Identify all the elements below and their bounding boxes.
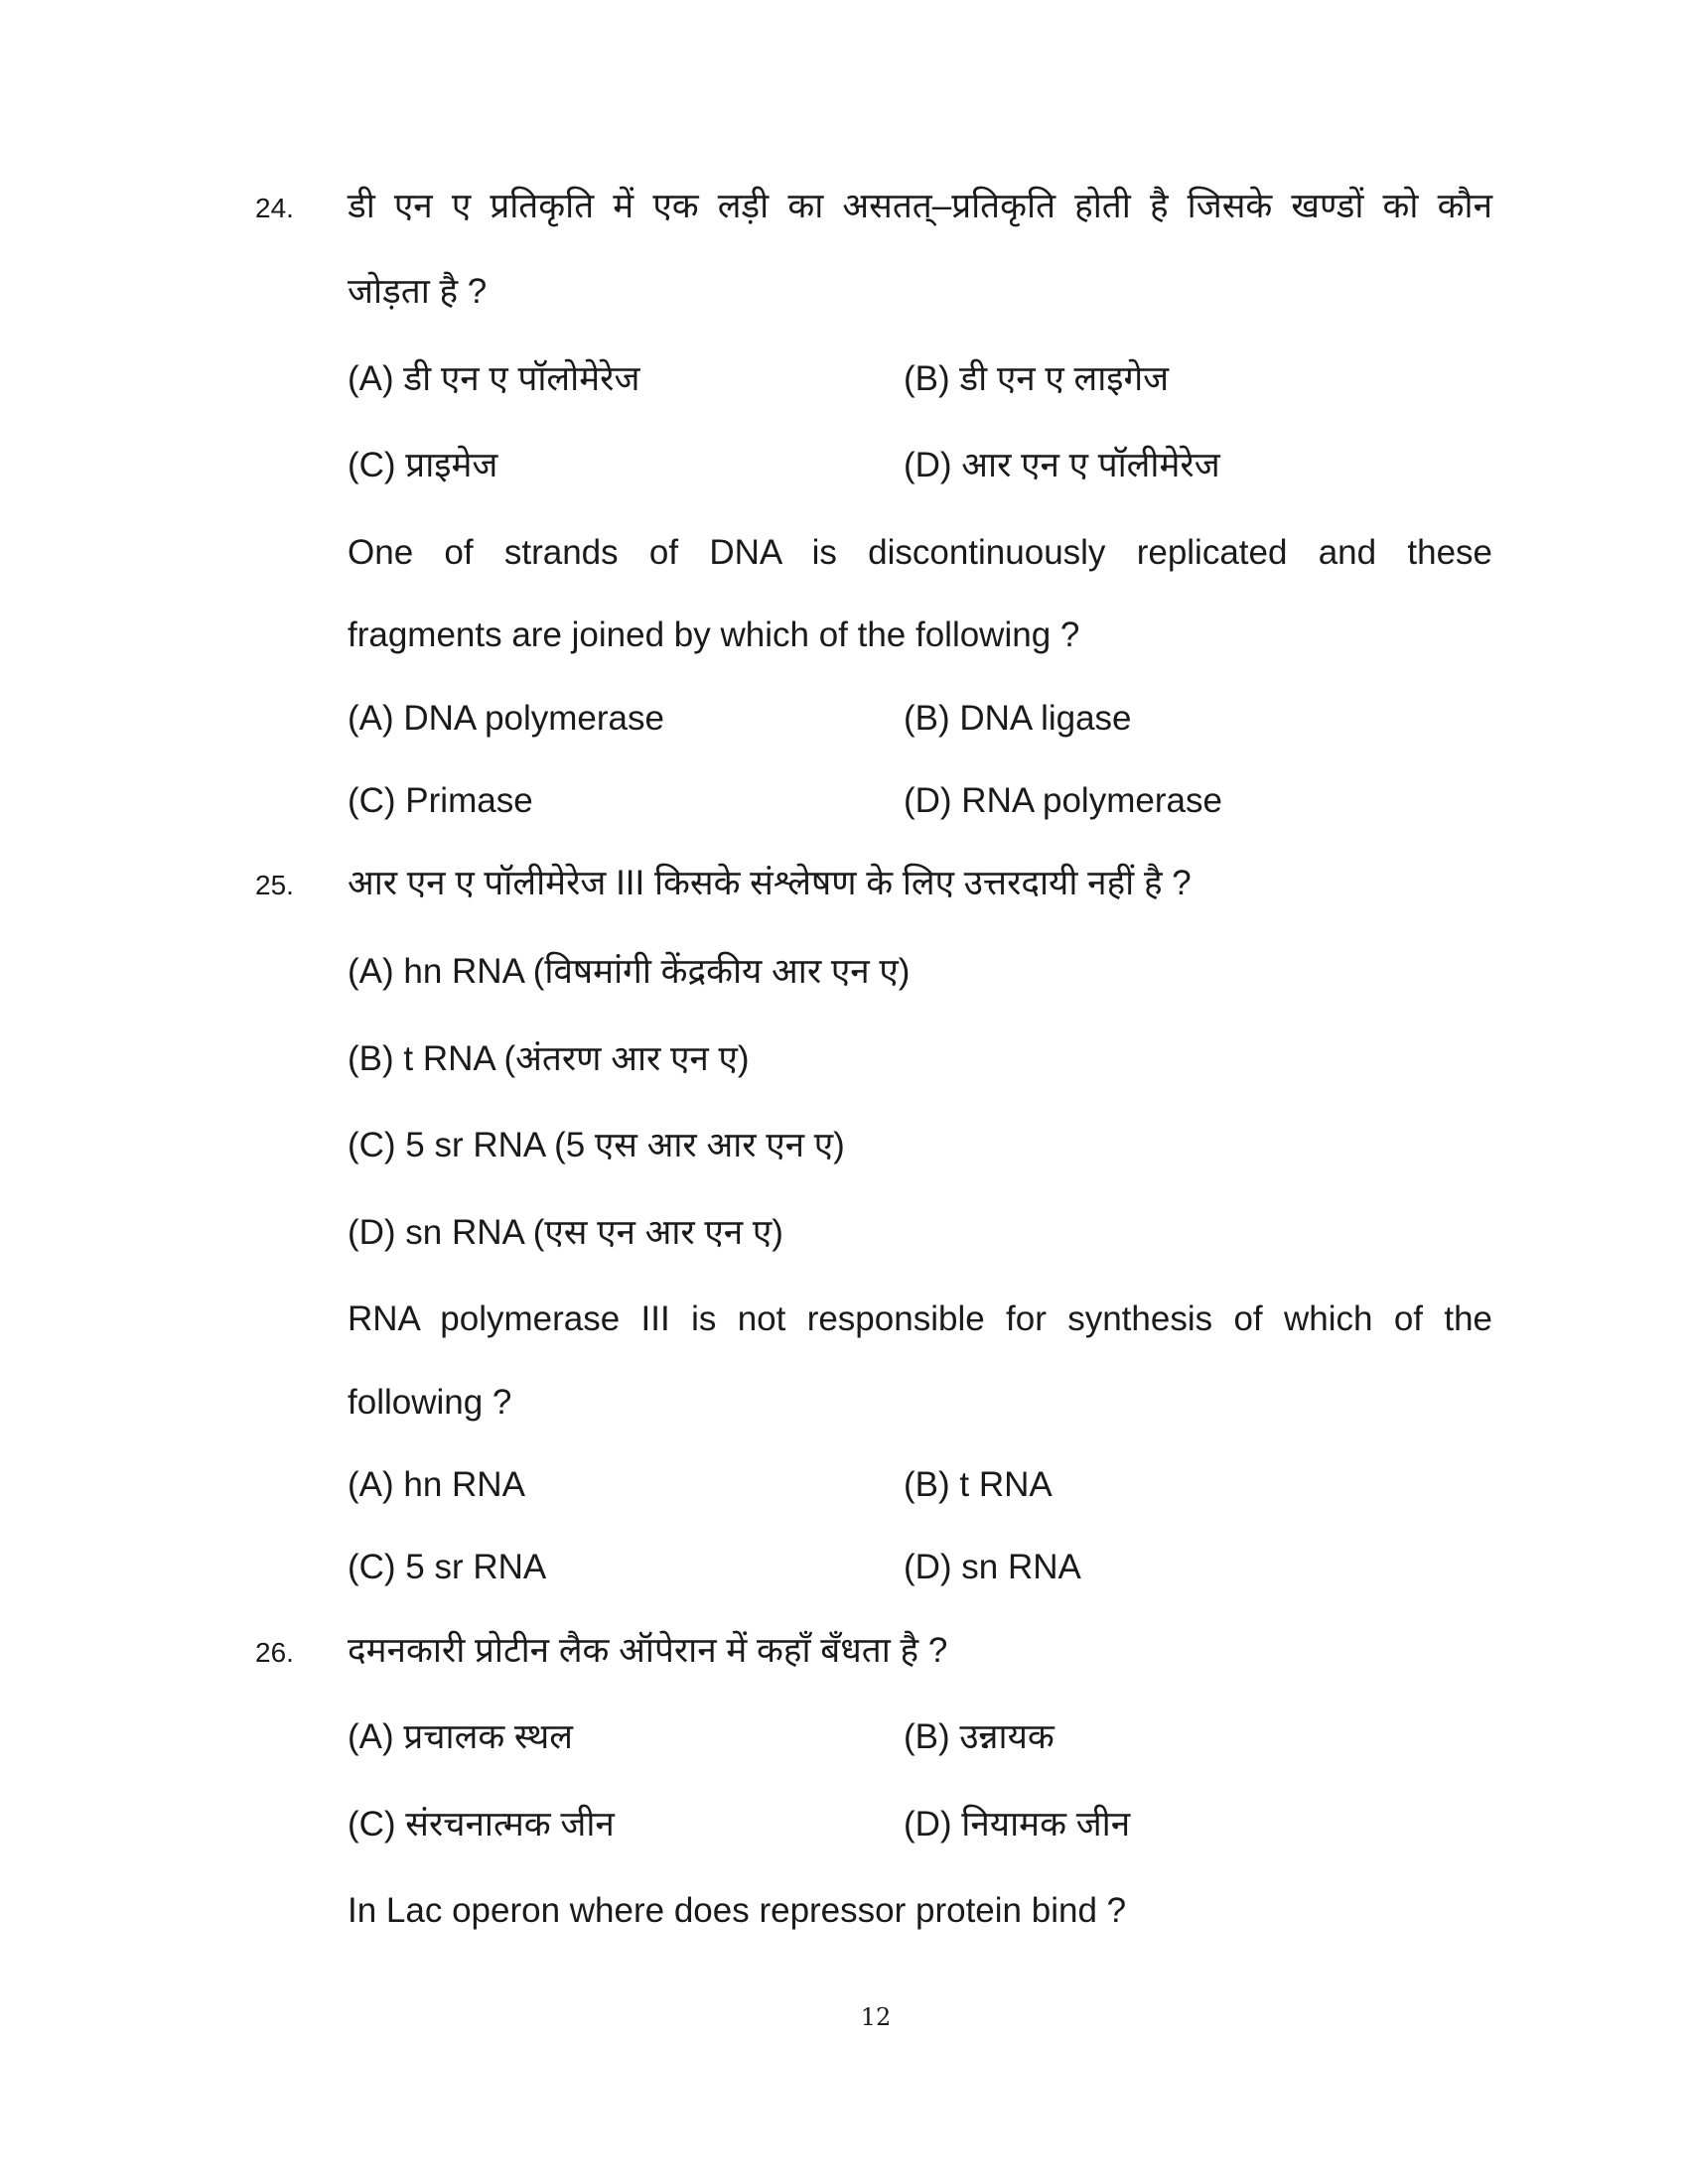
option-c-hindi: (C) 5 sr RNA (5 एस आर आर एन ए)	[348, 1126, 845, 1164]
question-text-english: following ?	[348, 1383, 512, 1422]
question-text-english: fragments are joined by which of the following ?	[348, 615, 1080, 654]
option-d-english: (D) RNA polymerase	[904, 781, 1222, 820]
option-a-hindi: (A) hn RNA (विषमांगी केंद्रकीय आर एन ए)	[348, 952, 911, 991]
option-c-english: (C) 5 sr RNA	[348, 1548, 547, 1586]
question-text-hindi: दमनकारी प्रोटीन लैक ऑपेरान में कहाँ बँधता है ?	[348, 1631, 948, 1670]
question-number: 26.	[255, 1637, 294, 1668]
question-number: 25.	[255, 870, 294, 900]
option-b-hindi: (B) उन्नायक	[904, 1717, 1055, 1756]
question-text-english: RNA polymerase III is not responsible for synthesis of which of the	[348, 1299, 1492, 1338]
option-d-english: (D) sn RNA	[904, 1548, 1081, 1586]
option-c-hindi: (C) संरचनात्मक जीन	[348, 1805, 615, 1843]
option-d-hindi: (D) नियामक जीन	[904, 1805, 1131, 1843]
question-text-hindi: जोड़ता है ?	[348, 272, 488, 311]
option-b-hindi: (B) t RNA (अंतरण आर एन ए)	[348, 1039, 750, 1078]
option-d-hindi: (D) आर एन ए पॉलीमेरेज	[904, 446, 1220, 484]
option-d-hindi: (D) sn RNA (एस एन आर एन ए)	[348, 1213, 783, 1252]
question-text-hindi: आर एन ए पॉलीमेरेज III किसके संश्लेषण के लिए उत्तरदायी नहीं है ?	[348, 864, 1192, 902]
question-text-english: In Lac operon where does repressor protein bind ?	[348, 1891, 1127, 1930]
option-a-english: (A) hn RNA	[348, 1465, 525, 1504]
question-number: 24.	[255, 193, 294, 223]
option-b-english: (B) DNA ligase	[904, 699, 1132, 738]
option-c-english: (C) Primase	[348, 781, 533, 820]
question-text-hindi: डी एन ए प्रतिकृति में एक लड़ी का असतत्–प्रतिकृति होती है जिसके खण्डों को कौन	[348, 187, 1492, 225]
option-c-hindi: (C) प्राइमेज	[348, 446, 498, 484]
option-a-hindi: (A) डी एन ए पॉलोमेरेज	[348, 359, 640, 398]
option-b-english: (B) t RNA	[904, 1465, 1053, 1504]
page-number: 12	[860, 2003, 892, 2031]
option-b-hindi: (B) डी एन ए लाइगेज	[904, 359, 1170, 398]
option-a-english: (A) DNA polymerase	[348, 699, 664, 738]
question-text-english: One of strands of DNA is discontinuously replicated and these	[348, 533, 1492, 572]
option-a-hindi: (A) प्रचालक स्थल	[348, 1717, 573, 1756]
